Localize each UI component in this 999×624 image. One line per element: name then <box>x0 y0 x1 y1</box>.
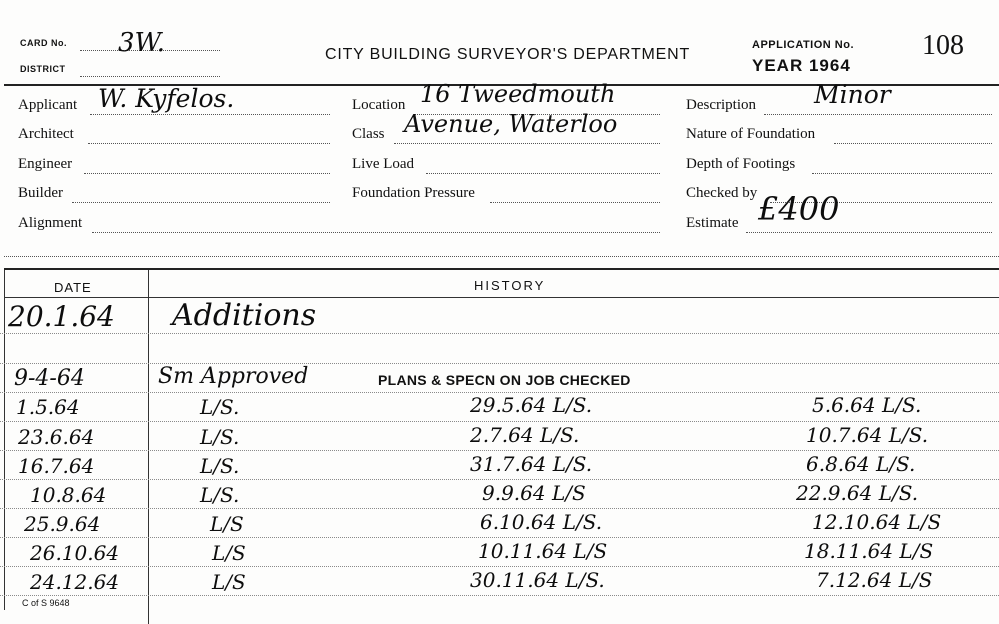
estimate-line <box>746 232 992 233</box>
card-no-label: CARD No. <box>20 38 67 48</box>
inspection-col3: 10.7.64 L/S. <box>806 423 929 447</box>
inspection-col3: 7.12.64 L/S <box>816 568 933 592</box>
application-no-label: APPLICATION No. <box>752 39 855 51</box>
inspection-date: 1.5.64 <box>16 395 80 419</box>
district-line <box>80 76 220 77</box>
location-value: 16 Tweedmouth <box>420 80 616 108</box>
inspection-date: 25.9.64 <box>24 512 101 536</box>
live-load-label: Live Load <box>352 156 415 172</box>
inspection-col2: 9.9.64 L/S <box>482 481 586 505</box>
inspection-col1: L/S. <box>200 483 240 507</box>
inspection-date: 26.10.64 <box>30 541 120 565</box>
alignment-label: Alignment <box>18 215 83 231</box>
inspection-col1: L/S. <box>200 395 240 419</box>
inspection-col2: 10.11.64 L/S <box>478 539 608 563</box>
history-header: HISTORY <box>474 278 546 293</box>
inspection-date: 16.7.64 <box>18 454 95 478</box>
ruled-line <box>0 333 999 334</box>
ruled-line <box>0 566 999 567</box>
stamp-plans-checked: PLANS & SPECN ON JOB CHECKED <box>378 372 631 388</box>
description-value: Minor <box>814 80 891 109</box>
inspection-col3: 6.8.64 L/S. <box>806 452 916 476</box>
depth-of-footings-label: Depth of Footings <box>686 156 796 172</box>
class-label: Class <box>352 126 385 142</box>
ruled-line <box>0 508 999 509</box>
applicant-value: W. Kyfelos. <box>98 84 235 113</box>
entry-date: 9-4-64 <box>14 366 85 391</box>
description-line <box>764 114 992 115</box>
inspection-col3: 22.9.64 L/S. <box>796 481 919 505</box>
inspection-date: 24.12.64 <box>30 570 120 594</box>
inspection-date: 23.6.64 <box>18 425 95 449</box>
nature-of-foundation-label: Nature of Foundation <box>686 126 816 142</box>
engineer-label: Engineer <box>18 156 73 172</box>
builder-label: Builder <box>18 185 63 201</box>
district-label: DISTRICT <box>20 64 66 74</box>
depth-of-footings-line <box>812 173 992 174</box>
application-no-value: 108 <box>922 30 964 61</box>
live-load-line <box>426 173 660 174</box>
architect-line <box>88 143 330 144</box>
description-label: Description <box>686 97 756 113</box>
form-code: C of S 9648 <box>22 598 70 608</box>
nature-of-foundation-line <box>834 143 992 144</box>
estimate-value: £400 <box>758 190 840 228</box>
entry-text: Additions <box>172 298 317 333</box>
inspection-col1: L/S <box>212 541 246 565</box>
inspection-col2: 2.7.64 L/S. <box>470 423 580 447</box>
history-header-rule <box>4 297 999 298</box>
inspection-col1: L/S <box>212 570 246 594</box>
history-top-border <box>4 268 999 270</box>
date-column-divider <box>148 270 149 624</box>
applicant-line <box>90 114 330 115</box>
foundation-pressure-line <box>490 202 660 203</box>
engineer-line <box>84 173 330 174</box>
architect-label: Architect <box>18 126 74 142</box>
ruled-line <box>0 363 999 364</box>
inspection-col1: L/S <box>210 512 244 536</box>
inspection-col2: 29.5.64 L/S. <box>470 393 593 417</box>
estimate-label: Estimate <box>686 215 739 231</box>
ruled-line <box>0 595 999 596</box>
entry-date: 20.1.64 <box>8 300 115 333</box>
inspection-col1: L/S. <box>200 425 240 449</box>
alignment-line <box>92 232 660 233</box>
department-title: CITY BUILDING SURVEYOR'S DEPARTMENT <box>325 46 691 63</box>
ruled-line <box>0 537 999 538</box>
inspection-col3: 12.10.64 L/S <box>812 510 942 534</box>
builder-line <box>72 202 330 203</box>
inspection-col3: 18.11.64 L/S <box>804 539 934 563</box>
ruled-line <box>0 479 999 480</box>
inspection-date: 10.8.64 <box>30 483 107 507</box>
card-no-value: 3W. <box>118 28 165 58</box>
class-line <box>394 143 660 144</box>
inspection-col2: 30.11.64 L/S. <box>470 568 605 592</box>
inspection-col1: L/S. <box>200 454 240 478</box>
class-value: Avenue, Waterloo <box>404 110 618 138</box>
details-bottom-line <box>4 256 999 257</box>
ruled-line <box>0 421 999 422</box>
entry-text: Sm Approved <box>158 364 309 389</box>
history-left-border <box>4 270 5 610</box>
date-header: DATE <box>54 280 92 295</box>
applicant-label: Applicant <box>18 97 78 113</box>
inspection-col2: 31.7.64 L/S. <box>470 452 593 476</box>
location-label: Location <box>352 97 406 113</box>
ruled-line <box>0 450 999 451</box>
inspection-col3: 5.6.64 L/S. <box>812 393 922 417</box>
checked-by-label: Checked by <box>686 185 758 201</box>
inspection-col2: 6.10.64 L/S. <box>480 510 603 534</box>
year-label: YEAR 1964 <box>752 56 851 75</box>
foundation-pressure-label: Foundation Pressure <box>352 185 475 201</box>
